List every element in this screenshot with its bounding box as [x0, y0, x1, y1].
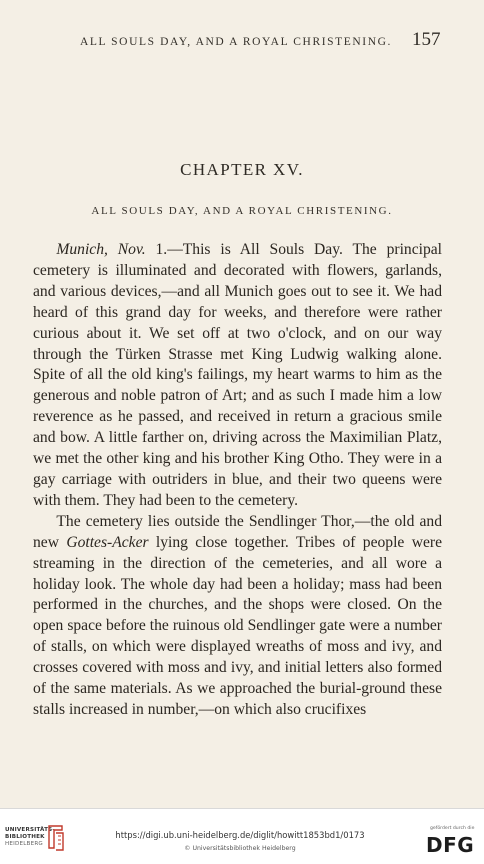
paragraph-2-text-before: The cemetery lies outside the Sendlinger Thor,—the old and new — [33, 512, 442, 551]
gottes-acker-term: Gottes-Acker — [66, 533, 149, 551]
page-header — [0, 30, 484, 52]
library-line-2: BIBLIOTHEK — [5, 834, 45, 840]
dfg-logo[interactable]: DFG — [426, 833, 475, 857]
chapter-subtitle: ALL SOULS DAY, AND A ROYAL CHRISTENING. — [91, 205, 393, 217]
funder-note: gefördert durch die — [430, 826, 475, 831]
library-logo-icon[interactable] — [45, 822, 67, 852]
paragraph-1 — [33, 240, 442, 512]
paragraph-2 — [33, 512, 442, 721]
copyright-notice: © Universitätsbibliothek Heidelberg — [184, 845, 296, 852]
permalink-url[interactable]: https://digi.ub.uni-heidelberg.de/diglit/howitt1853bd1/0173 — [115, 830, 365, 840]
paragraph-1-text: 1.—This is All Souls Day. The principal cemetery is illuminated and decorated with flowers, garlands, and various devices,—and all Munich goes out to see it. We had heard of this grand day for weeks, and therefore were rather curious about it. We set off at two o'clock, and on our way through the Türken Strasse met King Ludwig walking alone. Spite of all the old king's failings, my heart warms to him as the generous and noble patron of Art; and as such I made him a low reverence as he passed, and received in return a gracious smile and bow. A little farther on, driving across the Maximilian Platz, we met the other king and his brother King Otho. They were in a gay carriage with outriders in blue, and their two queens were with them. They had been to the cemetery. — [33, 241, 442, 509]
page-number: 157 — [412, 29, 441, 50]
paragraph-2-text-after: lying close together. Tribes of people were streaming in the direction of the cemeteries, and all wore a holiday look. The whole day had been a holiday; mass had been performed in the churches, and the shops were closed. On the open space before the ruinous old Sendlinger gate were a number of stalls, on which were displayed wreaths of moss and ivy, and crosses covered with moss and ivy, and initial letters also formed of the same materials. As we approached the burial-ground these stalls increased in number,—on which also crucifixes — [33, 533, 442, 718]
library-line-3: HEIDELBERG — [5, 841, 43, 847]
library-line-1: UNIVERSITÄTS- — [5, 827, 55, 833]
dateline: Munich, Nov. — [56, 241, 146, 258]
footer-bar — [0, 808, 484, 864]
chapter-title: CHAPTER XV. — [180, 160, 304, 179]
running-head: ALL SOULS DAY, AND A ROYAL CHRISTENING. — [79, 36, 393, 48]
body-text — [33, 240, 442, 721]
